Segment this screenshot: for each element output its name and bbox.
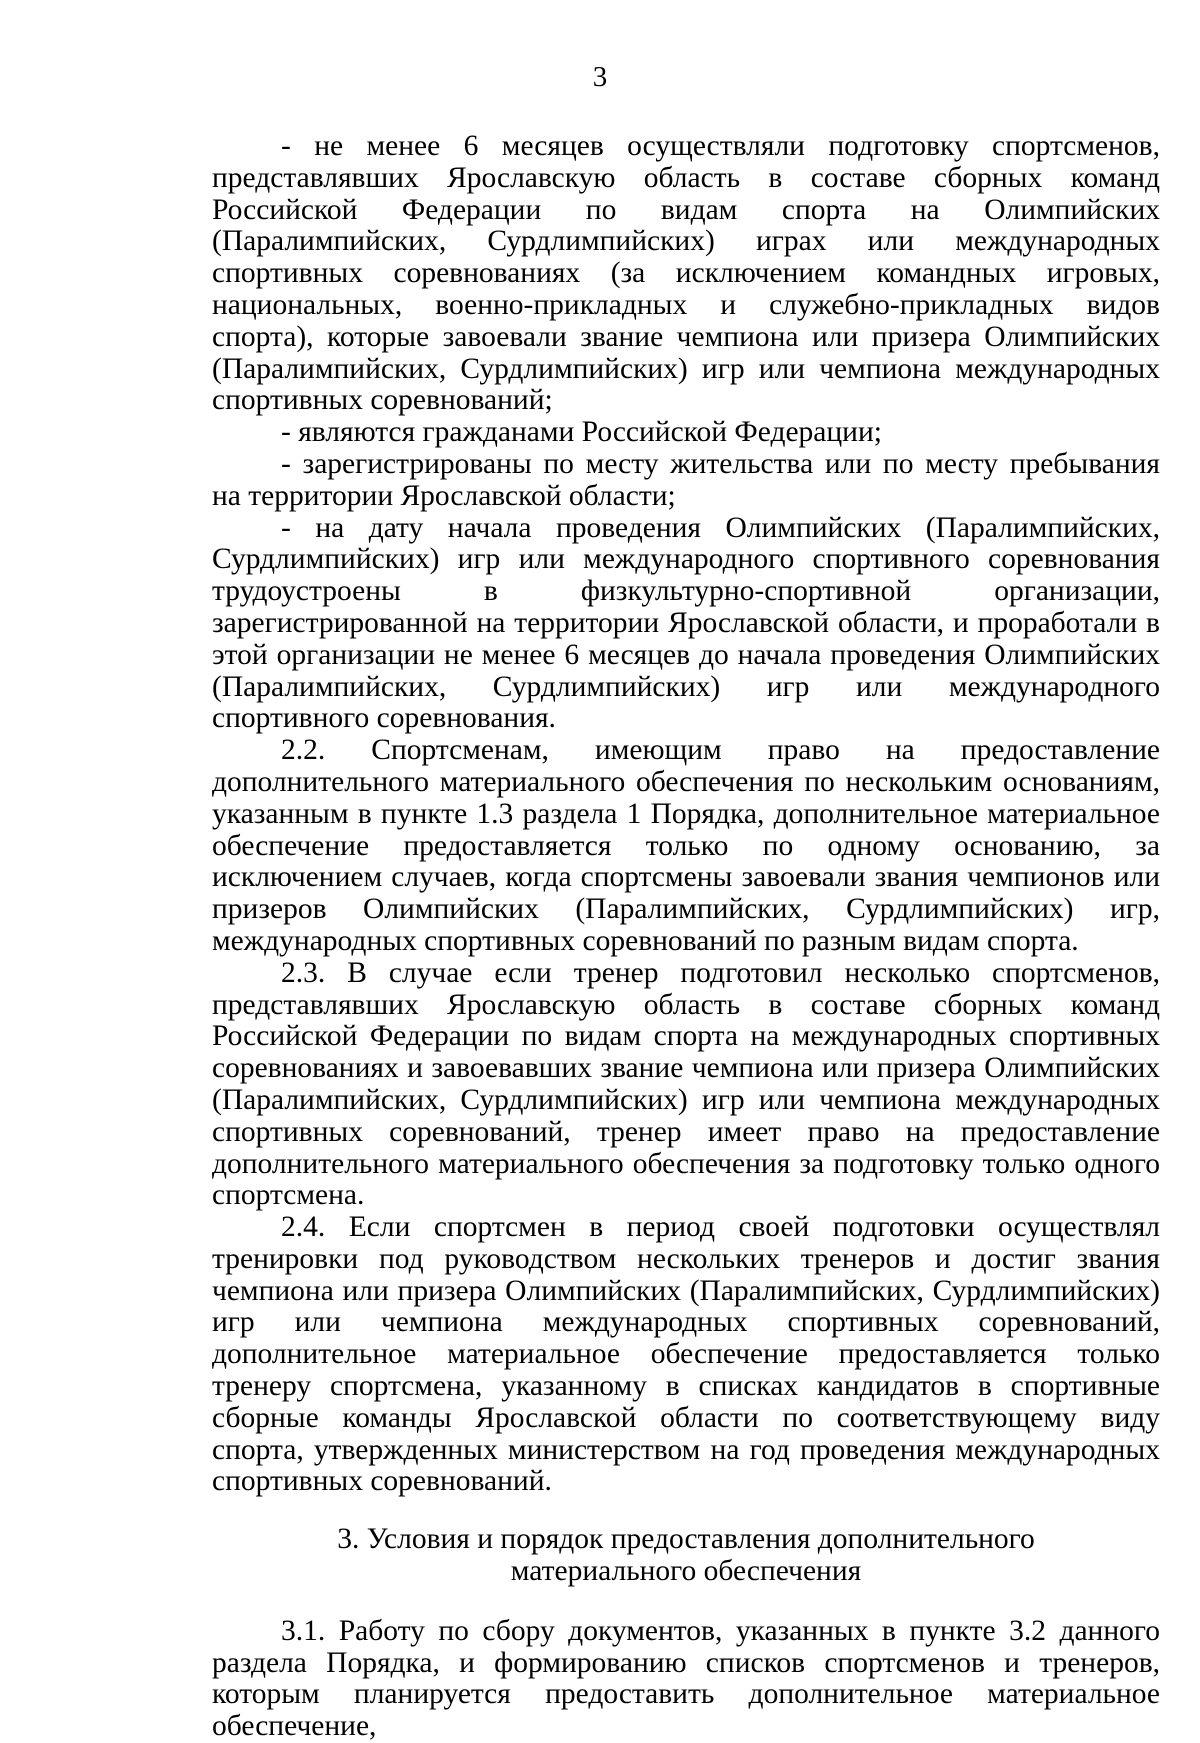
paragraph-coach-criterion-citizenship: - являются гражданами Российской Федерации; bbox=[281, 416, 882, 449]
paragraph-2-3: 2.3. В случае если тренер подготовил несколько спортсменов, представлявших Ярославскую область в составе сборных команд Российской Федерации по видам спорта на международных спортивных соревнованиях и завоевавших звание чемпиона или призера Олимпийских (Паралимпийских, Сурдлимпийских) игр или чемпиона международных спортивных соревнований, тренер имеет право на предоставление дополнительного материального обеспечения за подготовку только одного спортсмена. bbox=[212, 956, 1160, 1212]
paragraph-2-4: 2.4. Если спортсмен в период своей подготовки осуществлял тренировки под руководством нескольких тренеров и достиг звания чемпиона или призера Олимпийских (Паралимпийских, Сурдлимпийских) игр или чемпиона международных спортивных соревнований, дополнительное материальное обеспечение предоставляется только тренеру спортсмена, указанному в списках кандидатов в спортивные сборные команды Ярославской области по соответствующему виду спорта, утвержденных министерством на год проведения международных спортивных соревнований. bbox=[212, 1211, 1160, 1498]
paragraph-3-1: 3.1. Работу по сбору документов, указанных в пункте 3.2 данного раздела Порядка, и формированию списков спортсменов и тренеров, которым планируется предоставить дополнительное материальное обеспечение, bbox=[212, 1614, 1160, 1743]
section-heading-line-2: материального обеспечения bbox=[510, 1555, 862, 1588]
page-number: 3 bbox=[592, 61, 608, 93]
section-heading-line-1: 3. Условия и порядок предоставления дополнительного bbox=[337, 1523, 1035, 1556]
paragraph-coach-criterion-training: - не менее 6 месяцев осуществляли подготовку спортсменов, представлявших Ярославскую область в составе сборных команд Российской Федерации по видам спорта на Олимпийских (Паралимпийских, Сурдлимпийских) играх или международных спортивных соревнованиях (за исключением командных игровых, национальных, военно-прикладных и служебно-прикладных видов спорта), которые завоевали звание чемпиона или призера Олимпийских (Паралимпийских, Сурдлимпийских) игр или чемпиона международных спортивных соревнований; bbox=[212, 130, 1160, 417]
paragraph-coach-criterion-employment: - на дату начала проведения Олимпийских (Паралимпийских, Сурдлимпийских) игр или международного спортивного соревнования трудоустроены в физкультурно-спортивной организации, зарегистрированной на территории Ярославской области, и проработали в этой организации не менее 6 месяцев до начала проведения Олимпийских (Паралимпийских, Сурдлимпийских) игр или международного спортивного соревнования. bbox=[212, 511, 1160, 735]
paragraph-2-2: 2.2. Спортсменам, имеющим право на предоставление дополнительного материального обеспечения по нескольким основаниям, указанным в пункте 1.3 раздела 1 Порядка, дополнительное материальное обеспечение предоставляется только по одному основанию, за исключением случаев, когда спортсмены завоевали звания чемпионов или призеров Олимпийских (Паралимпийских, Сурдлимпийских) игр, международных спортивных соревнований по разным видам спорта. bbox=[212, 734, 1160, 957]
section-heading bbox=[212, 1524, 1160, 1588]
paragraph-coach-criterion-registration: - зарегистрированы по месту жительства или по месту пребывания на территории Ярославской области; bbox=[212, 447, 1160, 512]
document-body bbox=[212, 131, 1160, 1743]
